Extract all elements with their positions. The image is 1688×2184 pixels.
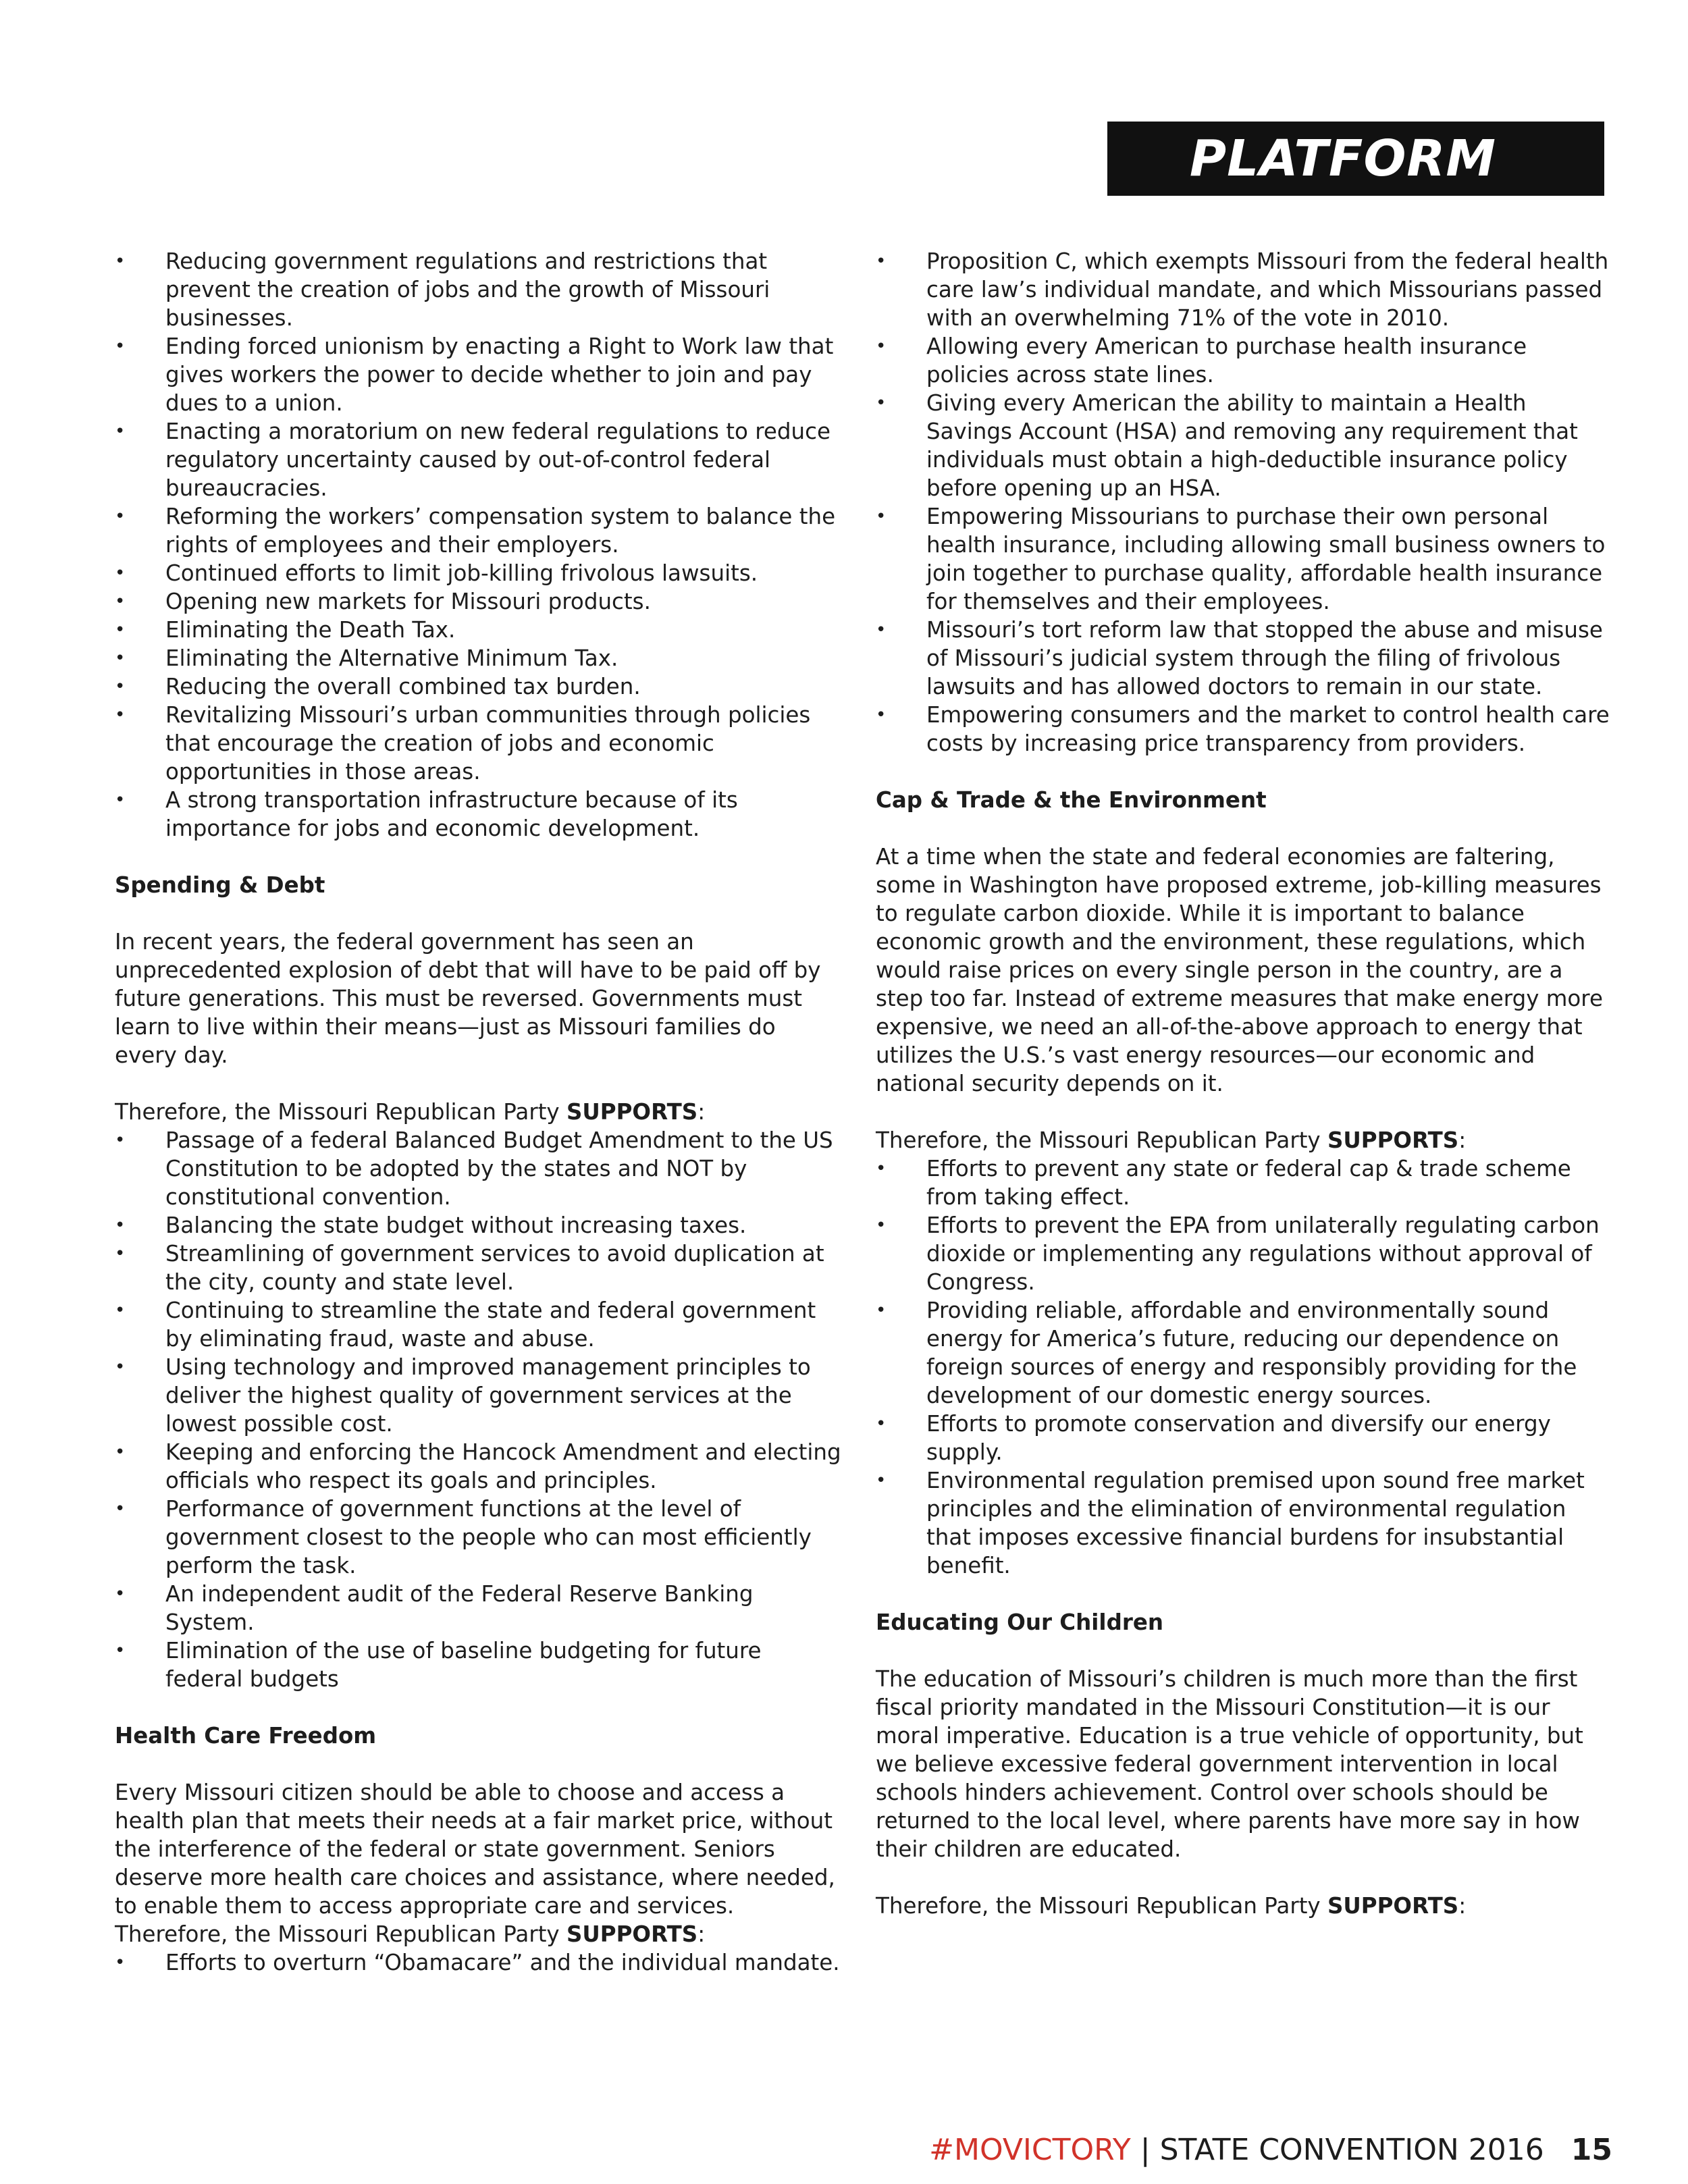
supports-prefix: Therefore, the Missouri Republican Party: [115, 1921, 566, 1947]
list-item: • An independent audit of the Federal Reserve Banking System.: [115, 1580, 844, 1636]
list-item: • Empowering Missourians to purchase their own personal health insurance, including allowing small business owners to join together to purchase quality, affordable health insurance for themselves and their employees.: [876, 502, 1612, 616]
list-item: • Passage of a federal Balanced Budget Amendment to the US Constitution to be adopted by the states and NOT by constitutional convention.: [115, 1126, 844, 1211]
supports-suffix: :: [1458, 1127, 1467, 1153]
spending-bullet-list: [115, 1126, 844, 1693]
supports-keyword: SUPPORTS: [1327, 1127, 1459, 1153]
event-title: STATE CONVENTION 2016: [1159, 2133, 1544, 2167]
spending-supports-line: [115, 1098, 844, 1126]
list-item: • Continuing to streamline the state and federal government by eliminating fraud, waste and abuse.: [115, 1296, 844, 1353]
list-item: • A strong transportation infrastructure because of its importance for jobs and economic development.: [115, 786, 844, 843]
list-item: • Performance of government functions at the level of government closest to the people who can most efficiently perform the task.: [115, 1495, 844, 1580]
list-item: • Streamlining of government services to avoid duplication at the city, county and state level.: [115, 1240, 844, 1296]
list-item: • Enacting a moratorium on new federal regulations to reduce regulatory uncertainty caused by out-of-control federal bureaucracies.: [115, 417, 844, 502]
list-item: • Ending forced unionism by enacting a Right to Work law that gives workers the power to decide whether to join and pay dues to a union.: [115, 332, 844, 417]
list-item: • Balancing the state budget without increasing taxes.: [115, 1211, 844, 1240]
health-supports-line: [115, 1920, 844, 1948]
environment-supports-line: [876, 1126, 1612, 1154]
supports-suffix: :: [697, 1099, 706, 1125]
list-item: • Efforts to promote conservation and diversify our energy supply.: [876, 1410, 1612, 1466]
supports-keyword: SUPPORTS: [566, 1921, 698, 1947]
list-item: • Eliminating the Alternative Minimum Tax.: [115, 644, 844, 672]
health-continued-bullet-list: [876, 247, 1612, 757]
economy-bullet-list: [115, 247, 844, 843]
environment-heading: Cap & Trade & the Environment: [876, 787, 1267, 813]
page-footer: [929, 2133, 1612, 2167]
list-item: • Elimination of the use of baseline budgeting for future federal budgets: [115, 1636, 844, 1693]
education-supports-line: [876, 1892, 1612, 1920]
list-item: • Revitalizing Missouri’s urban communities through policies that encourage the creation of jobs and economic opportunities in those areas.: [115, 701, 844, 786]
spending-debt-heading: Spending & Debt: [115, 872, 325, 898]
right-column: [876, 247, 1612, 1920]
supports-prefix: Therefore, the Missouri Republican Party: [876, 1127, 1327, 1153]
list-item: • Providing reliable, affordable and environmentally sound energy for America’s future, reducing our dependence on foreign sources of energy and responsibly providing for the development of our domestic energy sources.: [876, 1296, 1612, 1410]
list-item: • Keeping and enforcing the Hancock Amendment and electing officials who respect its goals and principles.: [115, 1438, 844, 1495]
list-item: • Reducing the overall combined tax burden.: [115, 672, 844, 701]
list-item: • Efforts to overturn “Obamacare” and the individual mandate.: [115, 1948, 844, 1977]
health-care-heading: Health Care Freedom: [115, 1723, 377, 1749]
spending-debt-paragraph: In recent years, the federal government has seen an unprecedented explosion of debt that will have to be paid off by future generations. This must be reversed. Governments must learn to live within their means—just as Missouri families do every day.: [115, 929, 821, 1068]
list-item: • Missouri’s tort reform law that stopped the abuse and misuse of Missouri’s judicial system through the filing of frivolous lawsuits and has allowed doctors to remain in our state.: [876, 616, 1612, 701]
left-column: [115, 247, 844, 1977]
education-paragraph: The education of Missouri’s children is much more than the first fiscal priority mandated in the Missouri Constitution—it is our moral imperative. Education is a true vehicle of opportunity, but we believe excessive federal government intervention in local schools hinders achievement. Control over schools should be returned to the local level, where parents have more say in how their children are educated.: [876, 1666, 1583, 1862]
list-item: • Reforming the workers’ compensation system to balance the rights of employees and their employers.: [115, 502, 844, 559]
list-item: • Proposition C, which exempts Missouri from the federal health care law’s individual mandate, and which Missourians passed with an overwhelming 71% of the vote in 2010.: [876, 247, 1612, 332]
list-item: • Giving every American the ability to maintain a Health Savings Account (HSA) and removing any requirement that individuals must obtain a high-deductible insurance policy before opening up an HSA.: [876, 389, 1612, 502]
list-item: • Eliminating the Death Tax.: [115, 616, 844, 644]
health-care-paragraph: Every Missouri citizen should be able to choose and access a health plan that meets their needs at a fair market price, without the interference of the federal or state government. Seniors deserve more health care choices and assistance, where needed, to enable them to access appropriate care and services.: [115, 1780, 835, 1919]
health-bullet-list: [115, 1948, 844, 1977]
list-item: • Efforts to prevent any state or federal cap & trade scheme from taking effect.: [876, 1154, 1612, 1211]
list-item: • Reducing government regulations and restrictions that prevent the creation of jobs and the growth of Missouri businesses.: [115, 247, 844, 332]
list-item: • Environmental regulation premised upon sound free market principles and the elimination of environmental regulation that imposes excessive financial burdens for insubstantial benefit.: [876, 1466, 1612, 1580]
platform-banner: PLATFORM: [1107, 122, 1604, 196]
supports-suffix: :: [1458, 1893, 1467, 1919]
supports-prefix: Therefore, the Missouri Republican Party: [876, 1893, 1327, 1919]
supports-suffix: :: [697, 1921, 706, 1947]
environment-paragraph: At a time when the state and federal economies are faltering, some in Washington have proposed extreme, job-killing measures to regulate carbon dioxide. While it is important to balance economic growth and the environment, these regulations, which would raise prices on every single person in the country, are a step too far. Instead of extreme measures that make energy more expensive, we need an all-of-the-above approach to energy that utilizes the U.S.’s vast energy resources—our economic and national security depends on it.: [876, 844, 1603, 1096]
supports-keyword: SUPPORTS: [1327, 1893, 1459, 1919]
list-item: • Empowering consumers and the market to control health care costs by increasing price transparency from providers.: [876, 701, 1612, 757]
list-item: • Allowing every American to purchase health insurance policies across state lines.: [876, 332, 1612, 389]
supports-keyword: SUPPORTS: [566, 1099, 698, 1125]
education-heading: Educating Our Children: [876, 1609, 1164, 1635]
hashtag: #MOVICTORY: [929, 2133, 1131, 2167]
list-item: • Efforts to prevent the EPA from unilaterally regulating carbon dioxide or implementing any regulations without approval of Congress.: [876, 1211, 1612, 1296]
list-item: • Opening new markets for Missouri products.: [115, 587, 844, 616]
list-item: • Using technology and improved management principles to deliver the highest quality of government services at the lowest possible cost.: [115, 1353, 844, 1438]
environment-bullet-list: [876, 1154, 1612, 1580]
supports-prefix: Therefore, the Missouri Republican Party: [115, 1099, 566, 1125]
page-number: 15: [1571, 2133, 1612, 2167]
list-item: • Continued efforts to limit job-killing frivolous lawsuits.: [115, 559, 844, 587]
footer-separator: |: [1130, 2133, 1160, 2167]
